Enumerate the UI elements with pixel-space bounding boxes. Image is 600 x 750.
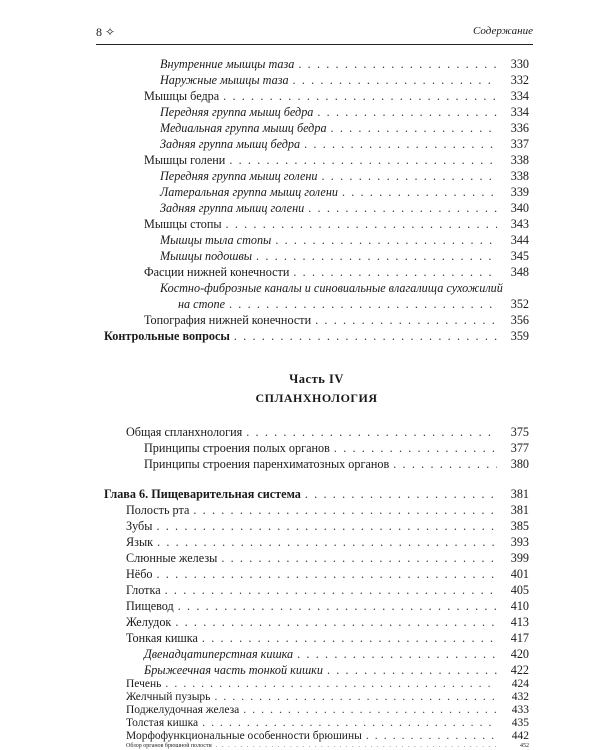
toc-entry: Зубы . . . 385 xyxy=(126,518,529,534)
toc-entry: Брыжеечная часть тонкой кишки . . . 422 xyxy=(144,662,529,678)
toc-entry: Желудок . . . 413 xyxy=(126,614,529,630)
toc-entry: Полость рта . . . 381 xyxy=(126,502,529,518)
toc-entry: Тонкая кишка . . . 417 xyxy=(126,630,529,646)
page-number: 8 ✧ xyxy=(96,25,116,39)
toc-entry: Задняя группа мышц голени . . . 340 xyxy=(104,200,529,216)
toc-entry: Мышцы бедра . . . 334 xyxy=(104,88,529,104)
toc-entry: Задняя группа мышц бедра . . . 337 xyxy=(104,136,529,152)
toc-entry: Желчный пузырь . . . 432 xyxy=(126,691,529,704)
toc-entry: Топография нижней конечности . . . 356 xyxy=(144,312,529,328)
chapter-entry: Глава 6. Пищеварительная система . . . 381 xyxy=(104,486,529,502)
part-title: СПЛАНХНОЛОГИЯ xyxy=(255,391,378,405)
toc-entry: Мышцы подошвы . . . 345 xyxy=(104,248,529,264)
toc-entry: Передняя группа мышц голени . . . 338 xyxy=(104,168,529,184)
toc-entry-line1: Костно-фиброзные каналы и синовиальные влагалища сухожилий xyxy=(160,281,503,295)
toc-entry: Язык . . . 393 xyxy=(126,534,529,550)
toc-entry: Передняя группа мышц бедра . . . 334 xyxy=(104,104,529,120)
toc-entry: Нёбо . . . 401 xyxy=(126,566,529,582)
toc-entry: Мышцы голени . . . 338 xyxy=(104,152,529,168)
toc-entry: Пищевод . . . 410 xyxy=(126,598,529,614)
toc-entry: Принципы строения полых органов . . . 377 xyxy=(144,440,529,456)
toc-entry: на стопе . . . 352 xyxy=(178,296,529,312)
toc-entry: Мышцы тыла стопы . . . 344 xyxy=(104,232,529,248)
toc-entry: Поджелудочная железа . . . 433 xyxy=(126,704,529,717)
toc-entry: Принципы строения паренхиматозных органов . . . 380 xyxy=(144,456,529,472)
toc-entry: Наружные мышцы таза . . . 332 xyxy=(104,72,529,88)
toc-entry: Толстая кишка . . . 435 xyxy=(126,717,529,730)
section-title: Содержание xyxy=(472,25,533,37)
toc-entry: Общая спланхнология . . . 375 xyxy=(126,424,529,440)
toc-entry: Печень . . . 424 xyxy=(126,678,529,691)
toc-entry: Медиальная группа мышц бедра . . . 336 xyxy=(104,120,529,136)
toc-entry: Обзор органов брюшной полости . . . 452 xyxy=(126,743,529,750)
part-number: Часть IV xyxy=(289,372,344,386)
running-header xyxy=(96,25,533,43)
toc-entry: Внутренние мышцы таза . . . 330 xyxy=(104,56,529,72)
toc-entry: Глотка . . . 405 xyxy=(126,582,529,598)
toc-entry: Мышцы стопы . . . 343 xyxy=(104,216,529,232)
header-rule xyxy=(96,44,533,45)
toc-entry: Слюнные железы . . . 399 xyxy=(126,550,529,566)
toc-entry: Морфофункциональные особенности брюшины . . . 442 xyxy=(126,730,529,743)
toc-entry: Латеральная группа мышц голени . . . 339 xyxy=(104,184,529,200)
toc-entry: Фасции нижней конечности . . . 348 xyxy=(104,264,529,280)
toc-entry-bold: Контрольные вопросы . . . 359 xyxy=(104,328,529,344)
toc-entry: Двенадцатиперстная кишка . . . 420 xyxy=(144,646,529,662)
